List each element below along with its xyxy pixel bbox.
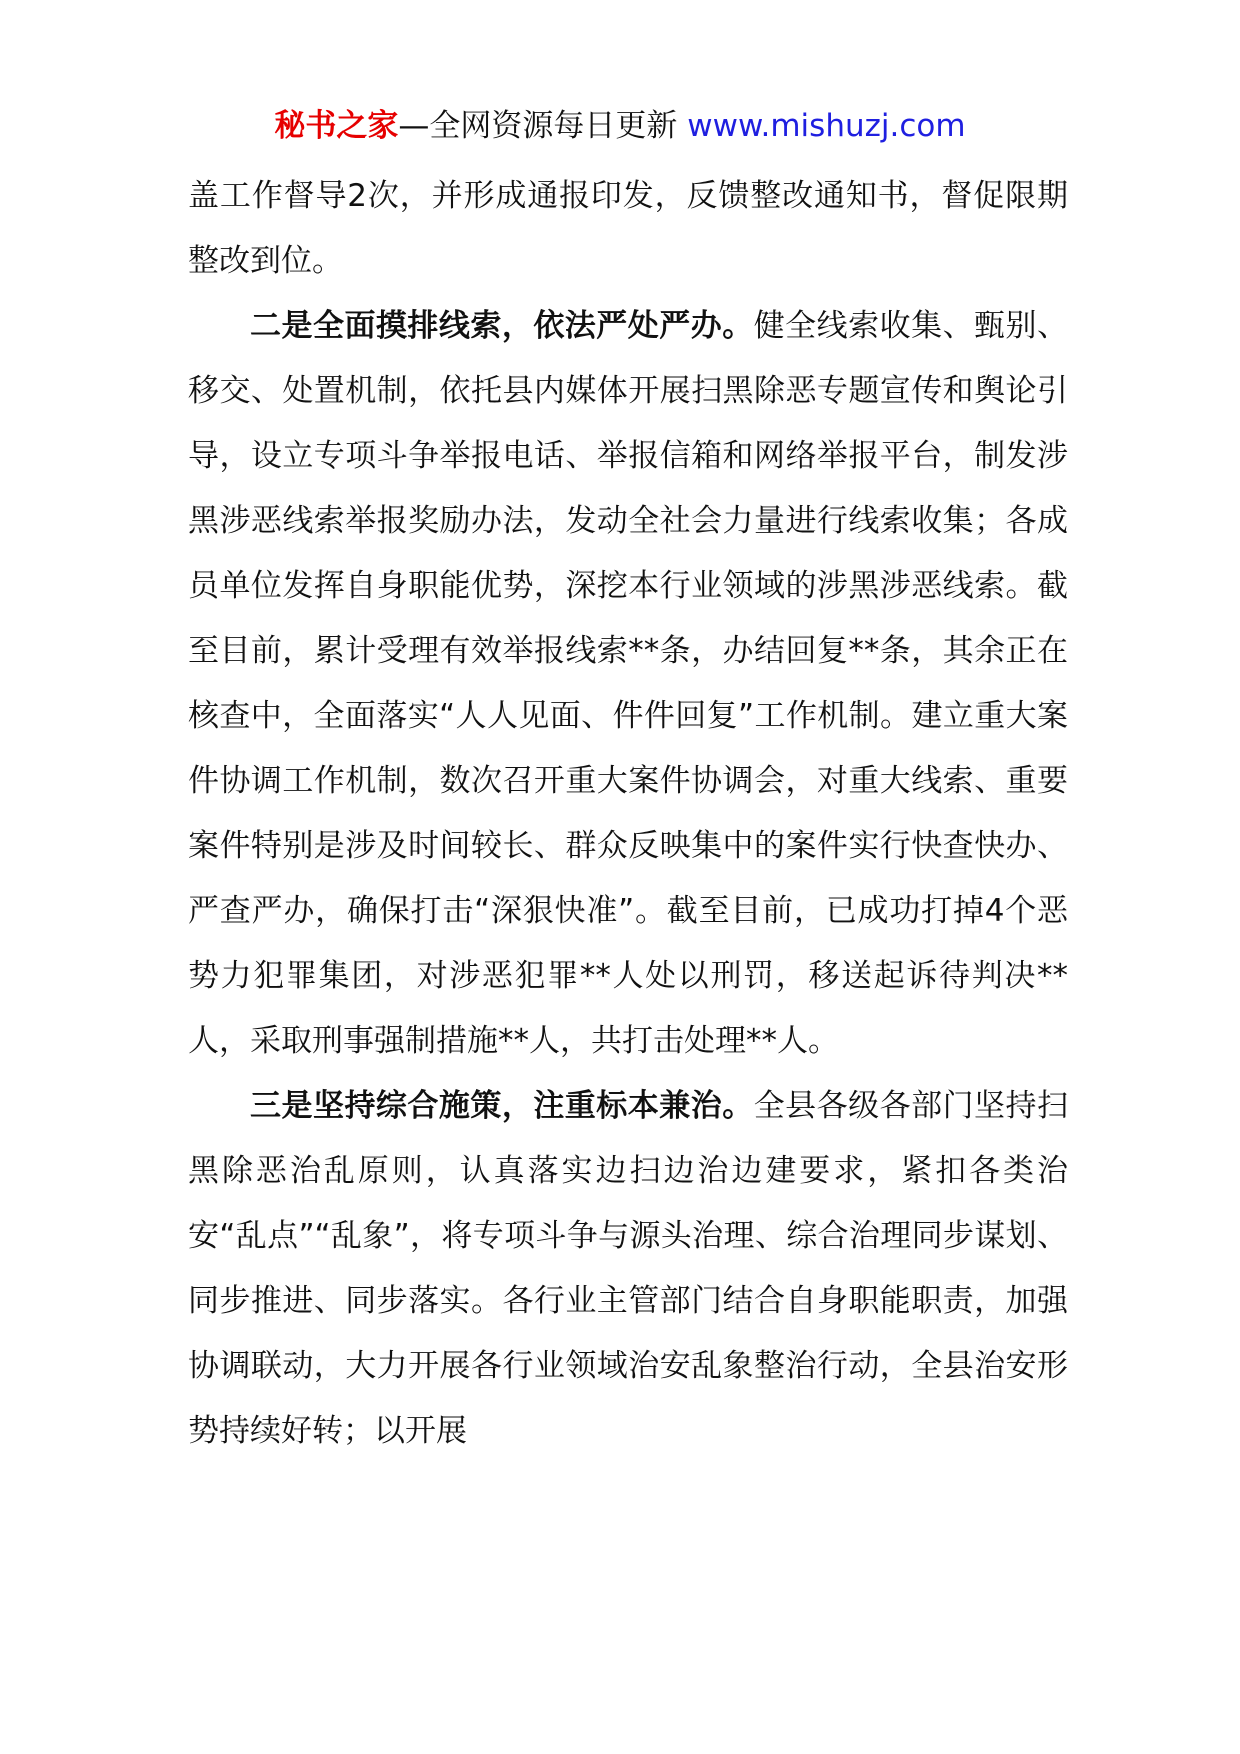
paragraph-continuation bbox=[188, 164, 1068, 294]
site-url-link[interactable]: www.mishuzj.com bbox=[687, 108, 966, 144]
section-heading: 三是坚持综合施策，注重标本兼治。 bbox=[250, 1088, 754, 1124]
paragraph-section-three bbox=[188, 1074, 1068, 1464]
paragraph-text: 全县各级各部门坚持扫黑除恶治乱原则，认真落实边扫边治边建要求，紧扣各类治安“乱点”“乱象”，将专项斗争与源头治理、综合治理同步谋划、同步推进、同步落实。各行业主管部门结合自身职能职责，加强协调联动，大力开展各行业领域治安乱象整治行动，全县治安形势持续好转；以开展 bbox=[188, 1088, 1069, 1449]
paragraph-text: 健全线索收集、甄别、移交、处置机制，依托县内媒体开展扫黑除恶专题宣传和舆论引导，设立专项斗争举报电话、举报信箱和网络举报平台，制发涉黑涉恶线索举报奖励办法，发动全社会力量进行线索收集；各成员单位发挥自身职能优势，深挖本行业领域的涉黑涉恶线索。截至目前，累计受理有效举报线索**条，办结回复**条，其余正在核查中，全面落实“人人见面、件件回复”工作机制。建立重大案件协调工作机制，数次召开重大案件协调会，对重大线索、重要案件特别是涉及时间较长、群众反映集中的案件实行快查快办、严查严办，确保打击“深狠快准”。截至目前，已成功打掉4个恶势力犯罪集团，对涉恶犯罪**人处以刑罚，移送起诉待判决**人，采取刑事强制措施**人，共打击处理**人。 bbox=[188, 308, 1069, 1059]
header-tagline: —全网资源每日更新 bbox=[398, 108, 678, 144]
document-body bbox=[188, 164, 1068, 1464]
brand-name: 秘书之家 bbox=[274, 108, 399, 144]
section-heading: 二是全面摸排线索，依法严处严办。 bbox=[250, 308, 754, 344]
paragraph-section-two bbox=[188, 294, 1068, 1074]
paragraph-text: 盖工作督导2次，并形成通报印发，反馈整改通知书，督促限期整改到位。 bbox=[188, 178, 1068, 279]
site-header bbox=[0, 104, 1240, 148]
